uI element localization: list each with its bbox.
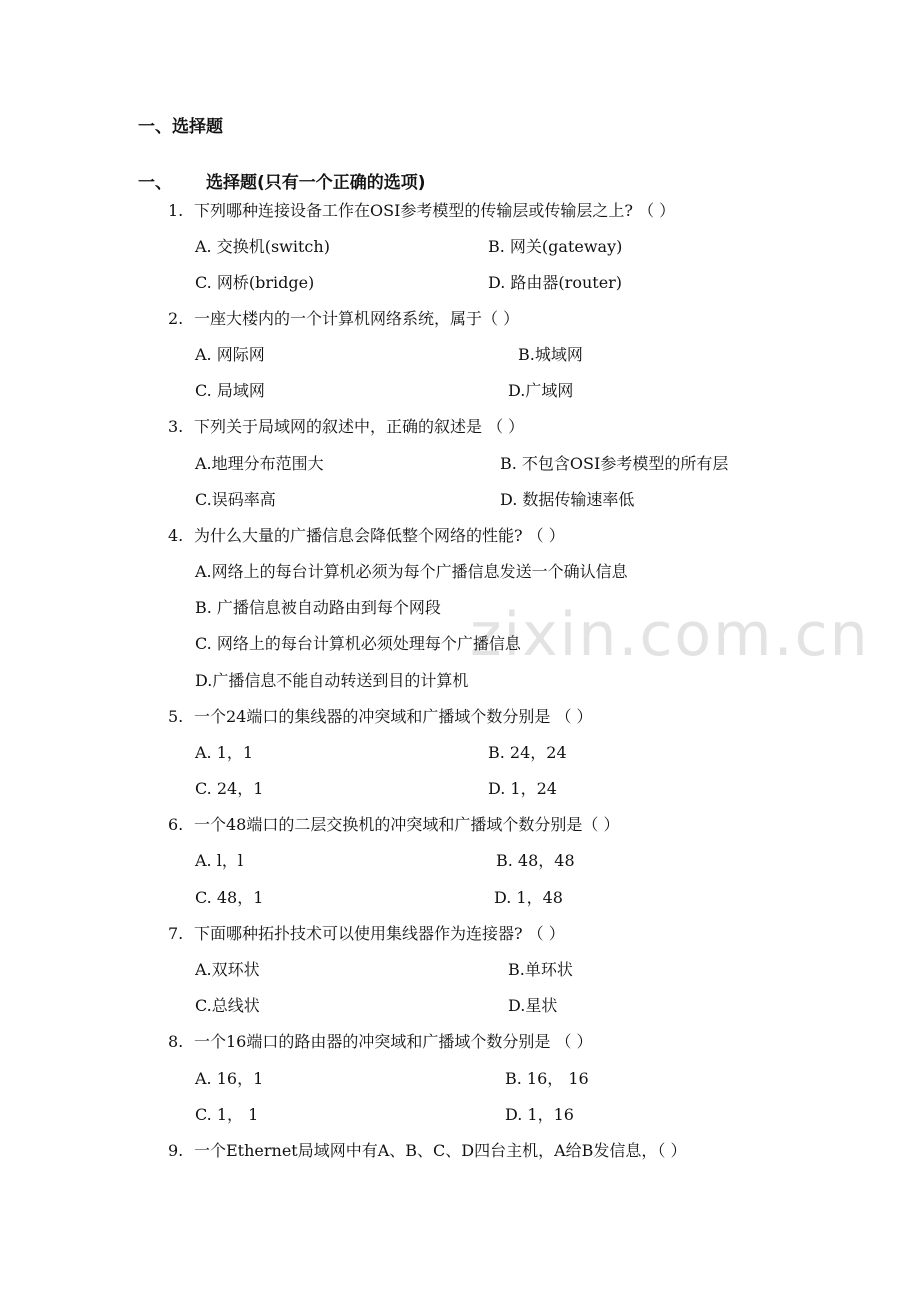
option-c: C. 24，1: [195, 779, 264, 798]
question-text: 一个Ethernet局域网中有A、B、C、D四台主机，A给B发信息，（ ）: [194, 1141, 687, 1160]
option-b: B. 48，48: [496, 851, 575, 870]
question-number: 1.: [168, 201, 184, 220]
question: [168, 416, 524, 438]
option-b: B. 广播信息被自动路由到每个网段: [195, 598, 441, 617]
question-number: 6.: [168, 815, 184, 834]
option-c: C. 1， 1: [195, 1105, 259, 1124]
question-text: 一个24端口的集线器的冲突域和广播域个数分别是 （ ）: [194, 707, 593, 726]
section-number: 一、: [138, 173, 172, 193]
option-c: C. 局域网: [195, 381, 265, 400]
option-a: A. 交换机(switch): [195, 237, 330, 256]
option-a: A. 1，1: [195, 743, 254, 762]
question: [168, 706, 593, 728]
option-d: D. 1，16: [505, 1105, 574, 1124]
option-c: C. 网桥(bridge): [195, 273, 315, 292]
option-b: B. 不包含OSI参考模型的所有层: [500, 454, 729, 473]
question: [168, 814, 619, 836]
option-b: B.城域网: [518, 345, 583, 364]
question-text: 下列哪种连接设备工作在OSI参考模型的传输层或传输层之上? （ ）: [194, 201, 676, 220]
option-d: D.广播信息不能自动转送到目的计算机: [195, 671, 469, 690]
question-text: 为什么大量的广播信息会降低整个网络的性能? （ ）: [194, 526, 565, 545]
question: [168, 923, 565, 945]
option-b: B. 16， 16: [505, 1069, 589, 1088]
section-title-text: 选择题(只有一个正确的选项): [206, 173, 426, 193]
question: [168, 1140, 687, 1162]
question: [168, 308, 519, 330]
option-a: A. 网际网: [195, 345, 265, 364]
option-d: D. 数据传输速率低: [500, 490, 635, 509]
question-number: 8.: [168, 1032, 184, 1051]
option-d: D.广域网: [508, 381, 574, 400]
option-a: A. 16，1: [195, 1069, 264, 1088]
question: [168, 1031, 593, 1053]
heading: 一、选择题: [138, 117, 223, 137]
question-text: 下列关于局域网的叙述中，正确的叙述是 （ ）: [194, 417, 525, 436]
question-number: 9.: [168, 1141, 184, 1160]
option-a: A.地理分布范围大: [195, 454, 324, 473]
option-b: B.单环状: [508, 960, 573, 979]
question-number: 3.: [168, 417, 184, 436]
option-a: A.双环状: [195, 960, 260, 979]
question-number: 7.: [168, 924, 184, 943]
option-d: D. 1，48: [494, 888, 563, 907]
watermark: zixin.com.cn: [470, 600, 870, 670]
option-b: B. 网关(gateway): [488, 237, 623, 256]
question: [168, 200, 675, 222]
option-c: C. 网络上的每台计算机必须处理每个广播信息: [195, 634, 521, 653]
section-title: [138, 168, 426, 193]
option-c: C.总线状: [195, 996, 260, 1015]
option-c: C. 48，1: [195, 888, 264, 907]
question: [168, 525, 565, 547]
question-text: 一个48端口的二层交换机的冲突域和广播域个数分别是（ ）: [194, 815, 620, 834]
question-number: 4.: [168, 526, 184, 545]
option-a: A.网络上的每台计算机必须为每个广播信息发送一个确认信息: [195, 562, 628, 581]
option-b: B. 24，24: [488, 743, 567, 762]
option-c: C.误码率高: [195, 490, 276, 509]
option-a: A. l，l: [195, 851, 243, 870]
question-text: 一个16端口的路由器的冲突域和广播域个数分别是 （ ）: [194, 1032, 593, 1051]
option-d: D. 路由器(router): [488, 273, 623, 292]
question-number: 2.: [168, 309, 184, 328]
option-d: D. 1，24: [488, 779, 557, 798]
question-text: 一座大楼内的一个计算机网络系统，属于（ ）: [194, 309, 520, 328]
option-d: D.星状: [508, 996, 558, 1015]
question-number: 5.: [168, 707, 184, 726]
question-text: 下面哪种拓扑技术可以使用集线器作为连接器? （ ）: [194, 924, 565, 943]
